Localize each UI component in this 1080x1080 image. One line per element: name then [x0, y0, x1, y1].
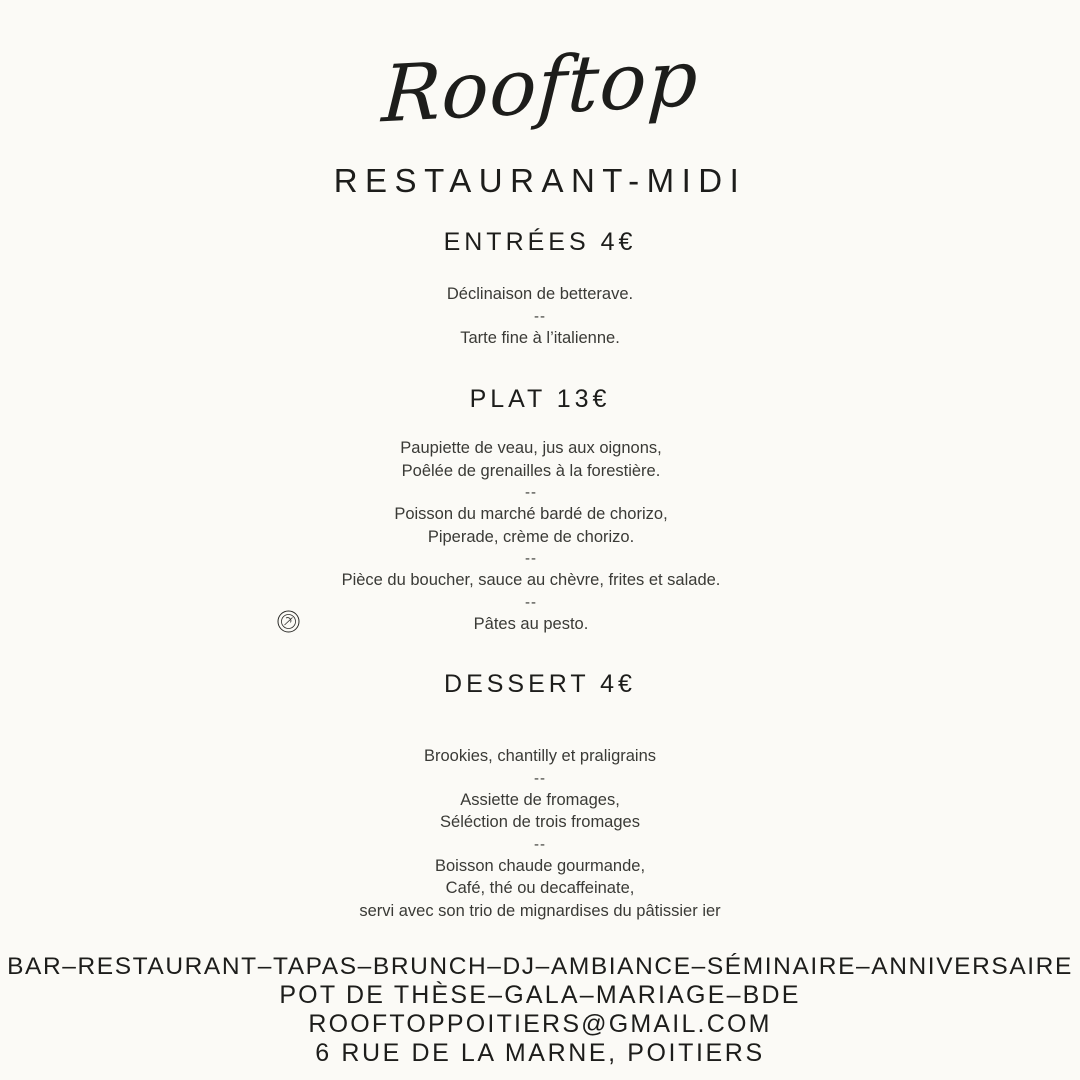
- menu-line: Assiette de fromages,: [460, 790, 620, 809]
- menu-separator: --: [534, 769, 546, 787]
- footer-events-line: POT DE THÈSE–GALA–MARIAGE–BDE: [279, 981, 801, 1009]
- section-items-plat: [0, 437, 1062, 635]
- menu-line: Séléction de trois fromages: [440, 813, 640, 831]
- brand-logo: [0, 33, 1080, 141]
- menu-separator: --: [534, 307, 546, 325]
- menu-separator: --: [525, 593, 537, 611]
- footer-email[interactable]: ROOFTOPPOITIERS@GMAIL.COM: [308, 1010, 772, 1038]
- menu-line: Café, thé ou decaffeinate,: [445, 879, 635, 897]
- menu-line: Poêlée de grenailles à la forestière.: [401, 461, 661, 480]
- section-heading-plat: PLAT 13€: [469, 385, 611, 413]
- menu-separator: --: [525, 550, 537, 567]
- menu-line: Boisson chaude gourmande,: [434, 856, 646, 875]
- circular-stamp-icon: [277, 610, 300, 633]
- menu-line: Brookies, chantilly et praligrains: [423, 747, 657, 765]
- section-items-entrees: [0, 283, 1080, 349]
- brand-script-logo: Rooftop: [379, 33, 701, 141]
- menu-line: Poisson du marché bardé de chorizo,: [394, 505, 668, 523]
- section-heading-entrees: ENTRÉES 4€: [443, 228, 637, 256]
- page-title: RESTAURANT-MIDI: [333, 162, 747, 199]
- footer: [0, 952, 1080, 1068]
- menu-line: servi avec son trio de mignardises du pâtissier ier: [359, 901, 721, 920]
- menu-line: Déclinaison de betterave.: [446, 285, 634, 303]
- section-items-dessert: [0, 745, 1080, 922]
- menu-line: Piperade, crème de chorizo.: [427, 527, 635, 546]
- menu-separator: --: [525, 484, 537, 501]
- footer-address: 6 RUE DE LA MARNE, POITIERS: [315, 1039, 765, 1067]
- menu-line: Paupiette de veau, jus aux oignons,: [400, 439, 662, 457]
- section-heading-dessert: DESSERT 4€: [444, 670, 636, 698]
- menu-line: Pâtes au pesto.: [473, 614, 589, 633]
- footer-services-line: BAR–RESTAURANT–TAPAS–BRUNCH–DJ–AMBIANCE–SÉMINAIRE–ANNIVERSAIRE: [7, 953, 1073, 980]
- menu-line: Pièce du boucher, sauce au chèvre, frites et salade.: [341, 571, 721, 589]
- menu-separator: --: [534, 835, 546, 853]
- menu-line: Tarte fine à l’italienne.: [460, 328, 620, 347]
